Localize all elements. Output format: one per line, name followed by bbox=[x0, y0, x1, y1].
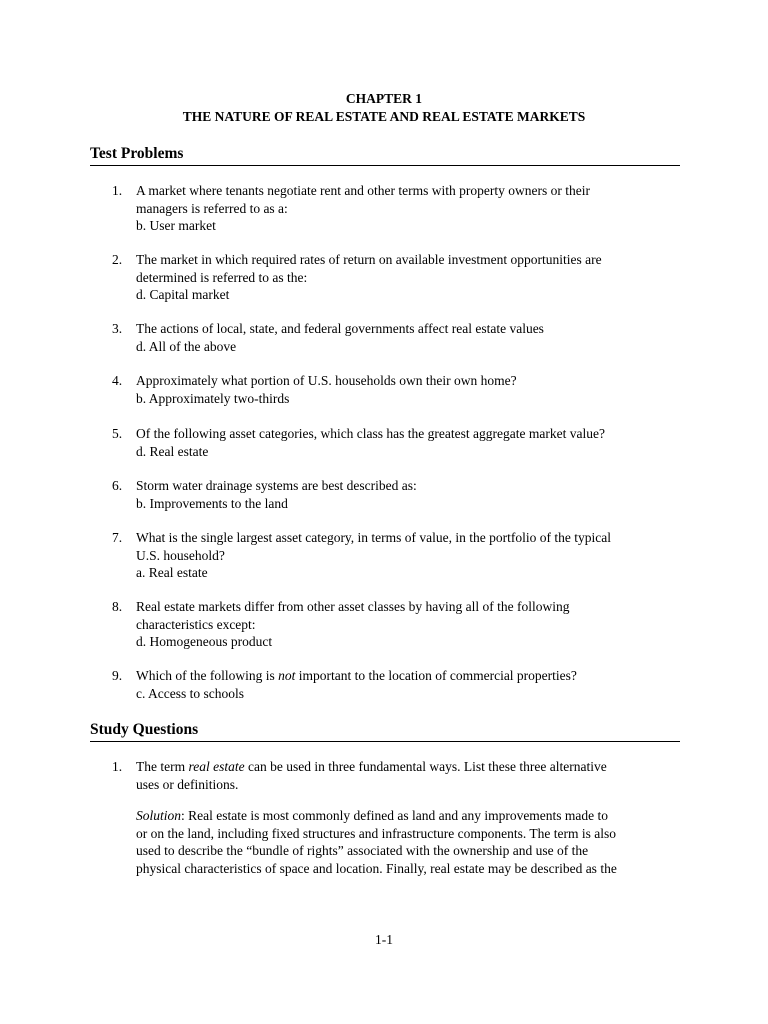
solution-line: or on the land, including fixed structures and infrastructure components. The term is also bbox=[136, 825, 617, 841]
question-line: uses or definitions. bbox=[136, 776, 239, 792]
item-number: 7. bbox=[112, 530, 123, 545]
question-line: The actions of local, state, and federal governments affect real estate values bbox=[136, 321, 544, 336]
item-number: 3. bbox=[112, 321, 123, 336]
question-line: managers is referred to as a: bbox=[136, 200, 288, 216]
question-line: Of the following asset categories, which class has the greatest aggregate market value? bbox=[136, 426, 605, 441]
solution-paragraph bbox=[136, 807, 676, 877]
item-number: 8. bbox=[112, 599, 123, 614]
answer-line: d. Capital market bbox=[136, 287, 230, 302]
chapter-number: CHAPTER 1 bbox=[345, 91, 423, 106]
study-questions-heading: Study Questions bbox=[90, 720, 680, 742]
item-number: 4. bbox=[112, 373, 123, 388]
question-line: The market in which required rates of return on available investment opportunities are bbox=[136, 252, 602, 267]
question-line: Real estate markets differ from other asset classes by having all of the following bbox=[136, 599, 570, 614]
answer-line: d. All of the above bbox=[136, 338, 237, 354]
question-line: A market where tenants negotiate rent and other terms with property owners or their bbox=[136, 183, 590, 198]
question-line: Storm water drainage systems are best described as: bbox=[136, 478, 417, 493]
question-line: determined is referred to as the: bbox=[136, 269, 308, 285]
solution-line: Solution: Real estate is most commonly defined as land and any improvements made to bbox=[136, 808, 609, 823]
question-line: U.S. household? bbox=[136, 547, 225, 563]
chapter-title: THE NATURE OF REAL ESTATE AND REAL ESTATE MARKETS bbox=[182, 109, 586, 124]
question-line: characteristics except: bbox=[136, 616, 256, 632]
item-number: 9. bbox=[112, 668, 123, 683]
emphasis-not: not bbox=[278, 668, 296, 683]
answer-line: b. Improvements to the land bbox=[136, 495, 288, 511]
question-line: The term real estate can be used in three fundamental ways. List these three alternative bbox=[136, 759, 607, 774]
answer-line: a. Real estate bbox=[136, 565, 208, 580]
item-number: 6. bbox=[112, 478, 123, 493]
answer-line: b. Approximately two-thirds bbox=[136, 390, 290, 406]
answer-line: c. Access to schools bbox=[136, 685, 244, 701]
question-line: Approximately what portion of U.S. households own their own home? bbox=[136, 373, 517, 388]
emphasis-real-estate: real estate bbox=[188, 759, 245, 774]
solution-line: used to describe the “bundle of rights” associated with the ownership and use of the bbox=[136, 843, 589, 858]
question-line: Which of the following is not important to the location of commercial properties? bbox=[136, 668, 577, 683]
page-number: 1-1 bbox=[375, 932, 393, 947]
test-problems-heading: Test Problems bbox=[90, 144, 680, 166]
answer-line: d. Homogeneous product bbox=[136, 634, 273, 649]
question-line: What is the single largest asset category, in terms of value, in the portfolio of the typical bbox=[136, 530, 611, 545]
item-number: 1. bbox=[112, 759, 123, 774]
solution-line: physical characteristics of space and location. Finally, real estate may be described as the bbox=[136, 860, 617, 876]
answer-line: b. User market bbox=[136, 218, 216, 233]
solution-label: Solution bbox=[136, 808, 182, 823]
item-number: 2. bbox=[112, 252, 123, 267]
item-number: 1. bbox=[112, 183, 123, 198]
item-number: 5. bbox=[112, 426, 123, 441]
answer-line: d. Real estate bbox=[136, 443, 209, 459]
